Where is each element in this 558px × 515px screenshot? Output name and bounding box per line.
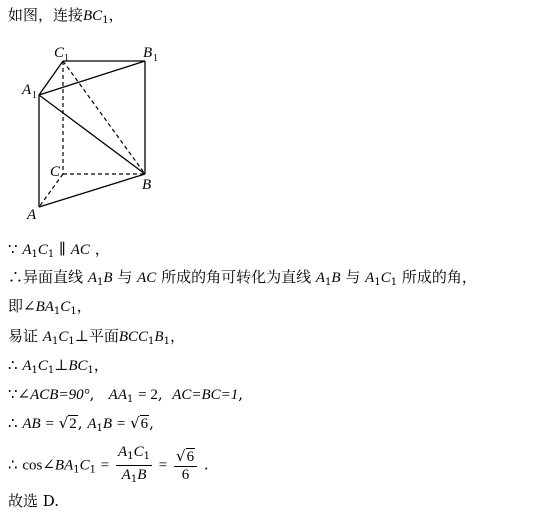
intro-line [8,5,124,31]
var: A [87,270,97,286]
sub: 1 [51,336,59,347]
text: 所成的角， [401,268,477,286]
intro-object-sub: 1 [102,15,109,26]
edge-a1-b1 [39,61,145,95]
punct: , [89,385,95,403]
var: AA [108,387,127,403]
edge-c1-b-dashed [63,61,145,174]
var: A [315,270,326,286]
var: B [137,467,147,483]
sub: 1 [53,306,61,317]
var: C [37,358,48,374]
equals: = [158,457,168,474]
because-symbol: ∵ [8,240,18,258]
punct: ， [76,297,92,315]
sub: 1 [73,464,80,476]
sub: 1 [148,336,155,347]
sub: 1 [31,249,38,260]
angle-symbol: ∠ [23,297,36,315]
var: B [103,270,113,286]
label-a: A [27,207,37,223]
perp-symbol: ⊥ [74,327,89,345]
sub: 1 [89,464,96,476]
equals: = [100,457,110,474]
sub: 1 [68,336,75,347]
equals: = [116,416,126,432]
intro-object: BC [83,8,103,24]
equals: = [45,416,54,432]
step-7 [8,413,154,439]
sqrt-2: √2 [58,414,77,432]
text: 异面直线 [23,268,84,286]
text: 即 [8,297,24,315]
text: 与 [117,268,133,286]
text: 平面 [88,327,119,345]
punct: , [149,414,154,432]
var: B [102,416,113,432]
sub: 1 [87,365,94,376]
step-4 [8,326,185,352]
text: 易证 [8,327,39,345]
var: ACB=90° [30,387,90,403]
therefore-symbol: ∴ [8,414,18,432]
punct: . [203,455,209,474]
text: 所成的角可转化为直线 [161,268,312,286]
sub: 1 [163,336,170,347]
punct: ， [93,356,109,374]
answer-line: 故选 D. [8,492,60,510]
var: B [331,270,341,286]
intro-text: 如图，连接 [8,6,84,24]
var: C [37,242,48,258]
label-b1-sub: 1 [153,53,158,64]
var: BA [54,457,74,474]
step-3 [8,296,92,322]
punct: , [238,385,244,403]
var: A [118,444,128,460]
var: B [154,329,164,345]
var: A [87,416,97,432]
var: C [58,329,69,345]
var: C [79,457,90,474]
label-c1: C [54,45,65,61]
sub: 1 [96,423,103,434]
label-b: B [142,177,152,193]
var: AC=BC=1 [172,387,239,403]
step-8 [8,443,209,489]
text: 与 [345,268,361,286]
sub: 1 [96,277,104,288]
sqrt-6: √6 [176,446,195,465]
sqrt-6: √6 [130,414,149,432]
sub: 1 [127,394,134,405]
sub: 1 [31,365,38,376]
var: C [133,444,144,460]
sub: 1 [390,277,398,288]
label-c1-sub: 1 [64,53,69,64]
numerator [116,443,152,466]
var: A [42,329,52,345]
var: A [121,467,131,483]
intro-end: ， [108,6,124,24]
therefore-symbol: ∴ [8,268,24,286]
step-1 [8,239,110,265]
var: AC [70,242,90,258]
fraction-sqrt6-over-6 [174,448,197,484]
fraction-a1c1-over-a1b [116,443,152,488]
because-symbol: ∵ [8,385,18,403]
step-5 [8,355,109,381]
radicand: 2 [69,416,77,432]
sub: 1 [325,277,332,288]
sub: 1 [47,249,55,260]
var: AB [22,416,41,432]
edge-a1-b [39,95,145,174]
var: BC [68,358,88,374]
label-c: C [50,164,61,180]
sub: 1 [70,306,77,317]
radicand: 6 [186,448,195,465]
var: A [22,242,32,258]
label-b1: B [143,45,153,61]
denominator [116,466,152,488]
label-a1-sub: 1 [32,90,37,101]
var: C [60,299,71,315]
var: A [365,270,375,286]
therefore-symbol: ∴ [8,455,18,474]
cos: cos [22,457,43,474]
denominator: 6 [181,466,190,483]
edge-a1-c1 [39,61,63,95]
sub: 1 [130,474,138,485]
perp-symbol: ⊥ [54,356,69,374]
sub: 1 [143,451,150,462]
label-a1: A [22,82,32,98]
step-2 [8,267,477,293]
var: BA [35,299,54,315]
var: BCC [118,329,149,345]
var: C [380,270,391,286]
var: A [22,358,32,374]
punct: ， [94,240,110,258]
radicand: 6 [140,416,149,432]
punct: , [77,414,83,432]
var: AC [137,270,157,286]
punct: ， [169,327,185,345]
value: = 2 [138,387,158,403]
numerator [174,448,197,467]
angle-symbol: ∠ [42,455,55,474]
punct: , [157,385,163,403]
sub: 1 [47,365,55,376]
sub: 1 [374,277,381,288]
step-6 [8,384,243,410]
parallel-symbol: ∥ [59,240,66,258]
angle-symbol: ∠ [17,385,31,403]
sub: 1 [127,451,134,462]
therefore-symbol: ∴ [8,356,18,374]
